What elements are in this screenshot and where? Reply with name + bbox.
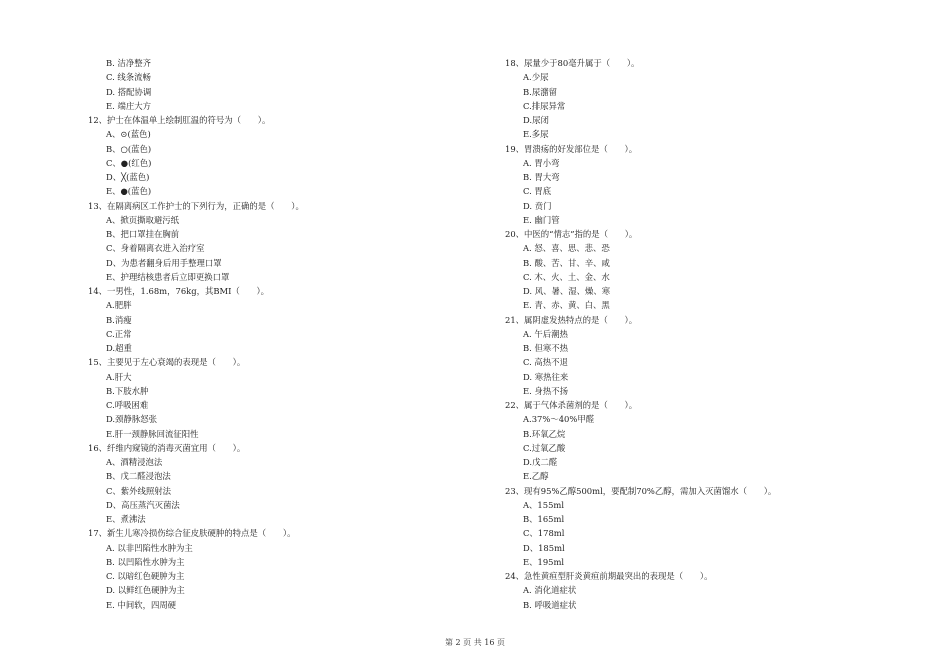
answer-option: C. 以暗红色硬肿为主 (106, 571, 185, 581)
answer-option: A. 消化道症状 (523, 585, 577, 596)
answer-option: B. 以凹陷性水肿为主 (106, 556, 185, 567)
question-stem: 21、属阴虚发热特点的是（ ）。 (505, 314, 638, 325)
answer-option: D. 贲门 (523, 200, 552, 211)
answer-option: E、195ml (523, 556, 565, 567)
answer-option: B.消瘦 (106, 314, 132, 325)
answer-option: A、酒精浸泡法 (106, 457, 163, 467)
answer-option: A. 午后潮热 (523, 328, 568, 339)
answer-option: C.呼吸困难 (106, 400, 149, 410)
right-column (505, 56, 905, 612)
question-stem: 23、现有95%乙醇500ml，要配制70%乙醇，需加入灭菌馏水（ ）。 (505, 485, 777, 496)
question-stem: 14、一男性，1.68m，76kg，其BMI（ ）。 (88, 286, 270, 296)
question-stem: 17、新生儿寒冷损伤综合征皮肤硬肿的特点是（ ）。 (88, 528, 296, 539)
answer-option: E.多尿 (523, 129, 549, 140)
answer-option: C. 高热不退 (523, 357, 568, 368)
left-column (88, 56, 488, 612)
answer-option: C. 木、火、土、金、水 (523, 271, 610, 282)
answer-option: D. 风、暑、湿、燥、寒 (523, 286, 611, 296)
page-footer: 第 2 页 共 16 页 (445, 638, 505, 647)
answer-option: C、身着隔离衣进入治疗室 (106, 243, 205, 254)
answer-option: D.戊二醛 (523, 457, 558, 467)
answer-option: D、185ml (523, 542, 565, 553)
answer-option: E. 幽门管 (523, 214, 560, 225)
answer-option: B. 胃大弯 (523, 172, 560, 182)
answer-option: A. 怒、喜、思、悲、恐 (523, 243, 610, 254)
answer-option: B. 酸、苦、甘、辛、咸 (523, 257, 610, 268)
answer-option: C. 胃底 (523, 186, 552, 197)
answer-option: E. 身热不扬 (523, 385, 568, 396)
answer-option: A、掀页撕取避污纸 (106, 214, 180, 225)
answer-option: B. 洁净整齐 (106, 58, 151, 68)
answer-option: D、╳(蓝色) (106, 172, 150, 182)
question-stem: 15、主要见于左心衰竭的表现是（ ）。 (88, 357, 246, 368)
answer-option: B.下肢水肿 (106, 385, 149, 396)
answer-option: E、护理结核患者后立即更换口罩 (106, 271, 230, 282)
answer-option: A. 以非凹陷性水肿为主 (106, 542, 193, 553)
answer-option: E. 青、赤、黄、白、黑 (523, 300, 610, 311)
answer-option: A.肝大 (106, 371, 132, 382)
answer-option: D. 以鲜红色硬肿为主 (106, 585, 185, 596)
question-stem: 16、纤维内窥镜的消毒灭菌宜用（ ）。 (88, 442, 246, 453)
answer-option: E.乙醇 (523, 471, 549, 482)
answer-option: A、155ml (523, 499, 565, 510)
answer-option: C. 线条流畅 (106, 72, 151, 83)
answer-option: D.颈静脉怒张 (106, 414, 157, 425)
answer-option: B. 但寒不热 (523, 343, 568, 353)
question-stem: 18、尿量少于80毫升属于（ ）。 (505, 58, 640, 68)
question-stem: 20、中医的“情志”指的是（ ）。 (505, 229, 638, 239)
answer-option: B.环氧乙烷 (523, 428, 566, 439)
answer-option: B、戊二醛浸泡法 (106, 471, 171, 482)
question-stem: 22、属于气体杀菌剂的是（ ）。 (505, 400, 638, 410)
answer-option: E. 中间软，四周硬 (106, 599, 177, 610)
answer-option: C.过氧乙酸 (523, 442, 566, 453)
answer-option: B、○(蓝色) (106, 143, 152, 154)
answer-option: D.超重 (106, 343, 132, 353)
answer-option: E. 端庄大方 (106, 100, 151, 111)
answer-option: C、178ml (523, 528, 565, 539)
question-stem: 13、在隔离病区工作护士的下列行为，正确的是（ ）。 (88, 200, 304, 211)
answer-option: D.尿闭 (523, 115, 549, 125)
answer-option: D、高压蒸汽灭菌法 (106, 499, 180, 510)
question-stem: 19、胃溃疡的好发部位是（ ）。 (505, 143, 638, 154)
answer-option: A. 胃小弯 (523, 157, 560, 168)
answer-option: A.37%～40%甲醛 (523, 414, 595, 425)
answer-option: C.排尿异常 (523, 100, 566, 111)
answer-option: A.肥胖 (106, 300, 132, 311)
answer-option: B、把口罩挂在胸前 (106, 229, 180, 239)
answer-option: E、煮沸法 (106, 514, 146, 524)
question-stem: 12、护士在体温单上绘制肛温的符号为（ ）。 (88, 115, 271, 125)
answer-option: B. 呼吸道症状 (523, 599, 577, 610)
answer-option: A、⊙(蓝色) (106, 129, 151, 140)
answer-option: E、●(蓝色) (106, 186, 152, 197)
answer-option: E.肝一颈静脉回流征阳性 (106, 428, 199, 439)
question-stem: 24、急性黄疸型肝炎黄疸前期最突出的表现是（ ）。 (505, 571, 713, 581)
answer-option: D. 寒热往来 (523, 371, 569, 382)
answer-option: D. 搭配协调 (106, 86, 152, 97)
answer-option: C、●(红色) (106, 157, 152, 168)
answer-option: B、165ml (523, 514, 565, 524)
answer-option: D、为患者翻身后用手整理口罩 (106, 257, 222, 268)
answer-option: A.少尿 (523, 72, 549, 83)
answer-option: C、紫外线照射法 (106, 485, 172, 496)
answer-option: C.正常 (106, 328, 132, 339)
answer-option: B.尿潴留 (523, 86, 557, 97)
